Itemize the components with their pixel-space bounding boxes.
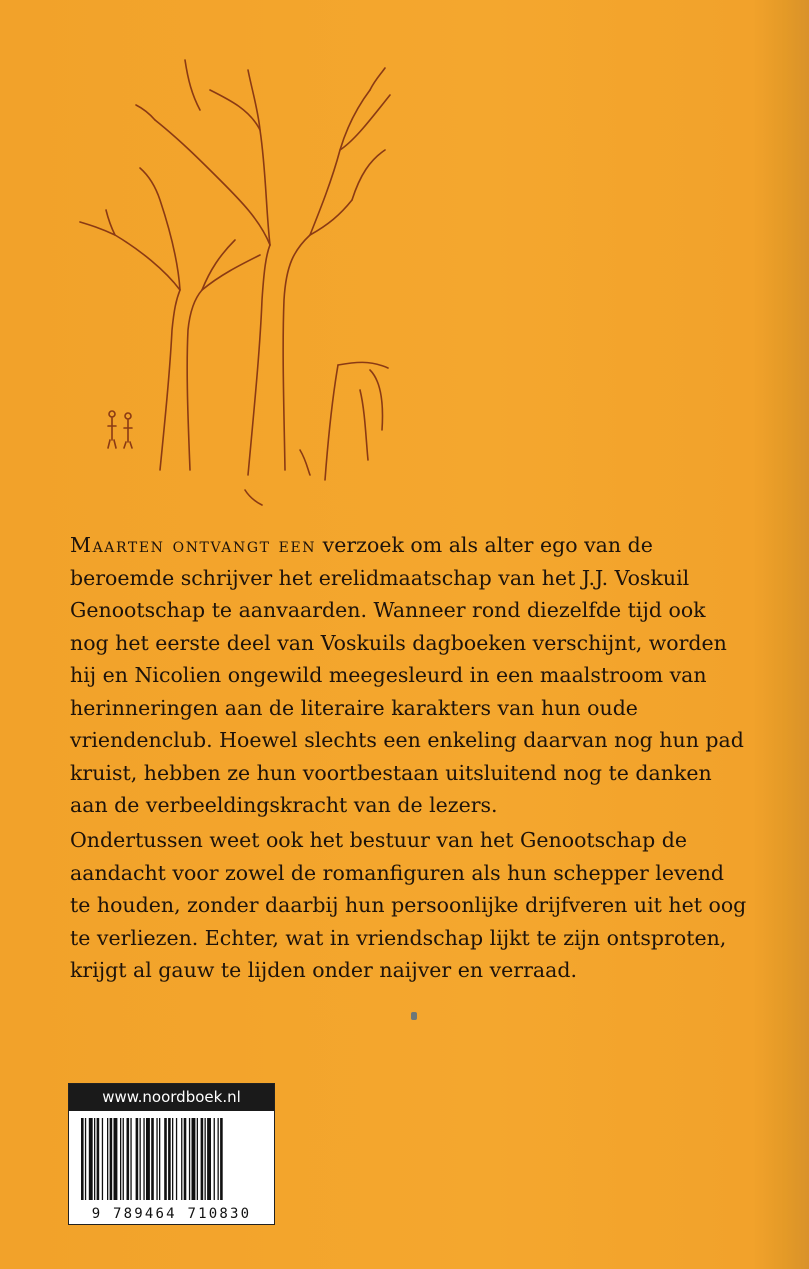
- publisher-url: www.noordboek.nl: [69, 1084, 274, 1111]
- isbn-barcode: [81, 1118, 263, 1200]
- barcode-stripe: [176, 1118, 177, 1200]
- barcode-stripe: [159, 1118, 160, 1200]
- barcode-stripe: [197, 1118, 198, 1200]
- barcode-stripe: [164, 1118, 167, 1200]
- tree-sketch-illustration: [70, 50, 430, 510]
- barcode-stripe: [107, 1118, 108, 1200]
- blurb-paragraph-1: [70, 529, 750, 822]
- barcode-stripe: [156, 1118, 157, 1200]
- barcode-stripe: [205, 1118, 206, 1200]
- blurb-lead-in: Maarten ontvangt een: [70, 533, 317, 557]
- barcode-stripe: [127, 1118, 130, 1200]
- barcode-stripe: [168, 1118, 171, 1200]
- barcode-stripe: [102, 1118, 103, 1200]
- barcode-stripe: [85, 1118, 86, 1200]
- barcode-stripe: [146, 1118, 150, 1200]
- barcode-stripe: [207, 1118, 211, 1200]
- barcode-stripe: [97, 1118, 100, 1200]
- barcode-stripe: [136, 1118, 139, 1200]
- barcode-stripe: [220, 1118, 223, 1200]
- barcode-stripe: [218, 1118, 219, 1200]
- barcode-stripe: [89, 1118, 93, 1200]
- barcode-stripe: [120, 1118, 121, 1200]
- barcode-stripe: [151, 1118, 154, 1200]
- isbn-number: 9 789464 710830: [91, 1206, 252, 1222]
- barcode-stripe: [143, 1118, 144, 1200]
- barcode-block: [68, 1083, 275, 1225]
- barcode-stripe: [130, 1118, 131, 1200]
- blurb-paragraph-2-text: Ondertussen weet ook het bestuur van het Genootschap de aandacht voor zowel de romanfiguren als hun schepper levend te houden, zonder daarbij hun persoonlijke drijfveren uit het oog te verliezen. Echter, wat in vriendschap lijkt te zijn ontsproten, krijgt al gauw te lijden onder naijver en verraad.: [70, 828, 747, 982]
- blurb-paragraph-2: [70, 824, 750, 987]
- barcode-stripe: [140, 1118, 141, 1200]
- barcode-stripe: [114, 1118, 118, 1200]
- barcode-stripe: [214, 1118, 215, 1200]
- barcode-stripe: [192, 1118, 196, 1200]
- barcode-stripe: [189, 1118, 190, 1200]
- barcode-stripe: [110, 1118, 113, 1200]
- barcode-stripe: [201, 1118, 204, 1200]
- barcode-stripe: [81, 1118, 84, 1200]
- printing-speck: [411, 1012, 417, 1020]
- barcode-stripe: [181, 1118, 182, 1200]
- barcode-stripe: [172, 1118, 173, 1200]
- barcode-stripe: [94, 1118, 95, 1200]
- blurb-paragraph-1-text: verzoek om als alter ego van de beroemde schrijver het erelidmaatschap van het J.J. Voskuil Genootschap te aanvaarden. Wanneer rond diezelfde tijd ook nog het eerste deel van Voskuils dagboeken verschijnt, worden hij en Nicolien ongewild meegesleurd in een maalstroom van herinneringen aan de literaire karakters van hun oude vriendenclub. Hoewel slechts een enkeling daarvan nog hun pad kruist, hebben ze hun voortbestaan uitsluitend nog te danken aan de verbeeldingskracht van de lezers.: [70, 533, 744, 817]
- barcode-stripe: [123, 1118, 124, 1200]
- barcode-stripe: [184, 1118, 187, 1200]
